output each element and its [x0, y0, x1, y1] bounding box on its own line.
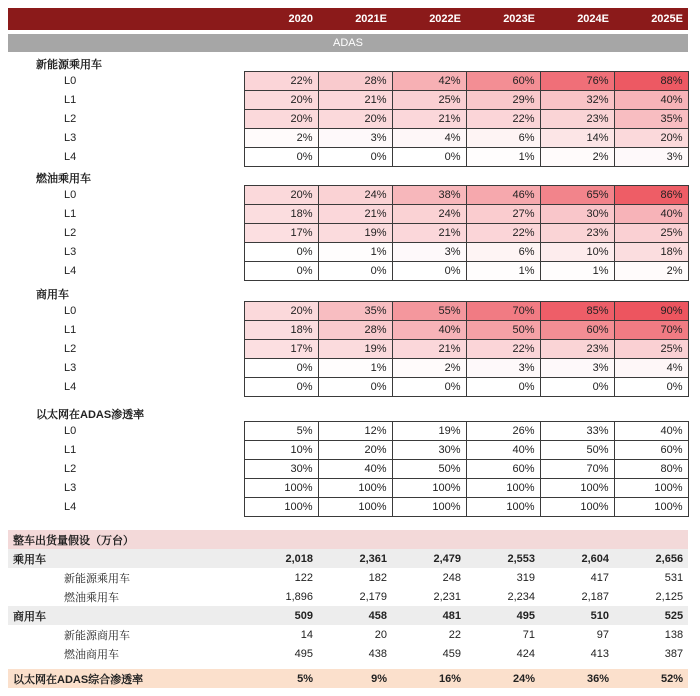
- header-blank: [8, 8, 244, 30]
- value-cell: 24%: [392, 205, 466, 224]
- value-cell: 80%: [614, 460, 688, 479]
- value-cell: 100%: [244, 498, 318, 517]
- table-row: [8, 72, 688, 91]
- value-cell: 40%: [614, 422, 688, 441]
- section-title: 商用车: [36, 289, 69, 301]
- row-label: L4: [8, 378, 244, 397]
- value-cell: 14: [300, 628, 313, 641]
- value-cell: 27%: [466, 205, 540, 224]
- penetration-table: [8, 185, 689, 281]
- value-cell: 28%: [318, 321, 392, 340]
- value-cell: 55%: [392, 302, 466, 321]
- table-row: [8, 91, 688, 110]
- row-label: L3: [8, 243, 244, 262]
- value-cell: 100%: [614, 498, 688, 517]
- value-cell: 60%: [466, 72, 540, 91]
- value-cell: 26%: [466, 422, 540, 441]
- value-cell: 22: [448, 628, 461, 641]
- row-label: 新能源商用车: [64, 629, 130, 642]
- value-cell: 35%: [318, 302, 392, 321]
- value-cell: 42%: [392, 72, 466, 91]
- value-cell: 2,231: [433, 590, 461, 603]
- value-cell: 0%: [466, 378, 540, 397]
- value-cell: 0%: [392, 378, 466, 397]
- value-cell: 5%: [244, 422, 318, 441]
- row-label: L3: [8, 359, 244, 378]
- value-cell: 25%: [614, 340, 688, 359]
- value-cell: 9%: [318, 669, 392, 688]
- row-label: L3: [8, 479, 244, 498]
- value-cell: 85%: [540, 302, 614, 321]
- row-label: L1: [8, 321, 244, 340]
- value-cell: 495: [294, 647, 313, 660]
- table-row: [8, 262, 688, 281]
- value-cell: 22%: [466, 110, 540, 129]
- value-cell: 19%: [318, 224, 392, 243]
- value-cell: 24%: [318, 186, 392, 205]
- shipment-table: [8, 530, 688, 688]
- row-label: L1: [8, 205, 244, 224]
- value-cell: 60%: [540, 321, 614, 340]
- value-cell: 60%: [466, 460, 540, 479]
- row-label: 商用车: [8, 606, 244, 625]
- value-cell: 2%: [244, 129, 318, 148]
- value-cell: 2,018: [244, 549, 318, 568]
- row-label: 燃油乘用车: [64, 591, 119, 604]
- value-cell: 1%: [466, 262, 540, 281]
- value-cell: 100%: [318, 498, 392, 517]
- row-label: L2: [8, 110, 244, 129]
- value-cell: 3%: [466, 359, 540, 378]
- value-cell: 5%: [244, 669, 318, 688]
- value-cell: 40%: [318, 460, 392, 479]
- value-cell: 387: [664, 647, 684, 660]
- value-cell: 100%: [466, 498, 540, 517]
- row-label: L1: [8, 441, 244, 460]
- row-label: L3: [8, 129, 244, 148]
- year-2022e: 2022E: [392, 8, 466, 30]
- value-cell: 46%: [466, 186, 540, 205]
- value-cell: 21%: [392, 224, 466, 243]
- value-cell: 100%: [392, 498, 466, 517]
- value-cell: 21%: [318, 91, 392, 110]
- value-cell: 0%: [244, 262, 318, 281]
- table-row: [8, 243, 688, 262]
- penetration-table: [8, 71, 689, 167]
- shipment-row: [8, 587, 688, 606]
- row-label: L4: [8, 498, 244, 517]
- value-cell: 1%: [318, 359, 392, 378]
- value-cell: 71: [522, 628, 535, 641]
- row-label: L4: [8, 262, 244, 281]
- table-row: [8, 129, 688, 148]
- value-cell: 3%: [318, 129, 392, 148]
- value-cell: 2,187: [581, 590, 609, 603]
- value-cell: 30%: [540, 205, 614, 224]
- value-cell: 20%: [318, 441, 392, 460]
- value-cell: 20: [374, 628, 387, 641]
- row-label: 乘用车: [8, 549, 244, 568]
- value-cell: 32%: [540, 91, 614, 110]
- value-cell: 40%: [614, 205, 688, 224]
- value-cell: 3%: [614, 148, 688, 167]
- shipment-title: 整车出货量假设（万台）: [8, 530, 688, 549]
- table-row: [8, 422, 688, 441]
- value-cell: 25%: [614, 224, 688, 243]
- value-cell: 1,896: [285, 590, 313, 603]
- row-label: 新能源乘用车: [64, 572, 130, 585]
- value-cell: 20%: [244, 186, 318, 205]
- value-cell: 3%: [540, 359, 614, 378]
- value-cell: 88%: [614, 72, 688, 91]
- value-cell: 20%: [244, 91, 318, 110]
- value-cell: 40%: [466, 441, 540, 460]
- value-cell: 76%: [540, 72, 614, 91]
- value-cell: 50%: [540, 441, 614, 460]
- value-cell: 29%: [466, 91, 540, 110]
- value-cell: 20%: [614, 129, 688, 148]
- value-cell: 2,604: [540, 549, 614, 568]
- table-row: [8, 359, 688, 378]
- row-label: L0: [8, 422, 244, 441]
- table-row: [8, 321, 688, 340]
- value-cell: 100%: [540, 479, 614, 498]
- value-cell: 23%: [540, 224, 614, 243]
- value-cell: 18%: [614, 243, 688, 262]
- value-cell: 0%: [392, 148, 466, 167]
- year-2025e: 2025E: [614, 8, 688, 30]
- value-cell: 21%: [318, 205, 392, 224]
- value-cell: 35%: [614, 110, 688, 129]
- value-cell: 21%: [392, 340, 466, 359]
- value-cell: 424: [516, 647, 535, 660]
- value-cell: 10%: [244, 441, 318, 460]
- value-cell: 12%: [318, 422, 392, 441]
- value-cell: 17%: [244, 224, 318, 243]
- row-label: L0: [8, 186, 244, 205]
- value-cell: 100%: [244, 479, 318, 498]
- value-cell: 40%: [614, 91, 688, 110]
- value-cell: 97: [596, 628, 609, 641]
- value-cell: 30%: [244, 460, 318, 479]
- value-cell: 2,234: [507, 590, 535, 603]
- value-cell: 2,553: [466, 549, 540, 568]
- value-cell: 438: [368, 647, 387, 660]
- value-cell: 138: [664, 628, 684, 641]
- value-cell: 2,361: [318, 549, 392, 568]
- row-label: L0: [8, 302, 244, 321]
- value-cell: 70%: [540, 460, 614, 479]
- value-cell: 4%: [614, 359, 688, 378]
- value-cell: 510: [540, 606, 614, 625]
- value-cell: 0%: [318, 148, 392, 167]
- table-row: [8, 441, 688, 460]
- table-row: [8, 205, 688, 224]
- shipment-row: [8, 625, 688, 644]
- value-cell: 23%: [540, 340, 614, 359]
- value-cell: 18%: [244, 321, 318, 340]
- value-cell: 0%: [244, 148, 318, 167]
- year-2023e: 2023E: [466, 8, 540, 30]
- row-label: L2: [8, 460, 244, 479]
- value-cell: 2%: [392, 359, 466, 378]
- value-cell: 2%: [614, 262, 688, 281]
- shipment-title-row: [8, 530, 688, 549]
- value-cell: 22%: [466, 340, 540, 359]
- value-cell: 182: [368, 571, 387, 584]
- value-cell: 100%: [392, 479, 466, 498]
- section-title: 以太网在ADAS渗透率: [36, 409, 145, 421]
- value-cell: 525: [614, 606, 688, 625]
- value-cell: 122: [294, 571, 313, 584]
- value-cell: 25%: [392, 91, 466, 110]
- value-cell: 2,125: [655, 590, 684, 603]
- value-cell: 2,656: [614, 549, 688, 568]
- value-cell: 52%: [614, 669, 688, 688]
- value-cell: 18%: [244, 205, 318, 224]
- section-title: 燃油乘用车: [36, 173, 91, 185]
- table-row: [8, 498, 688, 517]
- value-cell: 1%: [540, 262, 614, 281]
- table-row: [8, 460, 688, 479]
- value-cell: 2,479: [392, 549, 466, 568]
- value-cell: 1%: [466, 148, 540, 167]
- value-cell: 19%: [392, 422, 466, 441]
- value-cell: 0%: [614, 378, 688, 397]
- year-2020: 2020: [244, 8, 318, 30]
- value-cell: 16%: [392, 669, 466, 688]
- value-cell: 417: [590, 571, 609, 584]
- table-row: [8, 110, 688, 129]
- value-cell: 10%: [540, 243, 614, 262]
- value-cell: 0%: [244, 378, 318, 397]
- shipment-row: [8, 644, 688, 663]
- section-title: 新能源乘用车: [36, 59, 102, 71]
- value-cell: 0%: [540, 378, 614, 397]
- adas-bar: ADAS: [8, 34, 688, 52]
- value-cell: 90%: [614, 302, 688, 321]
- value-cell: 23%: [540, 110, 614, 129]
- value-cell: 14%: [540, 129, 614, 148]
- value-cell: 20%: [244, 110, 318, 129]
- row-label: L1: [8, 91, 244, 110]
- value-cell: 70%: [466, 302, 540, 321]
- row-label: L2: [8, 340, 244, 359]
- value-cell: 0%: [392, 262, 466, 281]
- table-row: [8, 186, 688, 205]
- table-row: [8, 378, 688, 397]
- value-cell: 0%: [244, 243, 318, 262]
- value-cell: 531: [664, 571, 684, 584]
- row-label: 燃油商用车: [64, 648, 119, 661]
- value-cell: 4%: [392, 129, 466, 148]
- row-label: 以太网在ADAS综合渗透率: [8, 669, 244, 688]
- value-cell: 50%: [466, 321, 540, 340]
- value-cell: 20%: [244, 302, 318, 321]
- value-cell: 20%: [318, 110, 392, 129]
- value-cell: 100%: [614, 479, 688, 498]
- value-cell: 17%: [244, 340, 318, 359]
- shipment-row: [8, 549, 688, 568]
- value-cell: 100%: [466, 479, 540, 498]
- value-cell: 0%: [318, 378, 392, 397]
- value-cell: 100%: [318, 479, 392, 498]
- value-cell: 86%: [614, 186, 688, 205]
- value-cell: 24%: [466, 669, 540, 688]
- value-cell: 481: [392, 606, 466, 625]
- penetration-table: [8, 301, 689, 397]
- value-cell: 33%: [540, 422, 614, 441]
- value-cell: 459: [442, 647, 461, 660]
- value-cell: 413: [590, 647, 609, 660]
- value-cell: 22%: [466, 224, 540, 243]
- value-cell: 6%: [466, 243, 540, 262]
- value-cell: 2%: [540, 148, 614, 167]
- table-row: [8, 340, 688, 359]
- value-cell: 40%: [392, 321, 466, 340]
- value-cell: 319: [516, 571, 535, 584]
- penetration-table: [8, 421, 689, 517]
- value-cell: 100%: [540, 498, 614, 517]
- value-cell: 50%: [392, 460, 466, 479]
- year-2021e: 2021E: [318, 8, 392, 30]
- value-cell: 3%: [392, 243, 466, 262]
- value-cell: 36%: [540, 669, 614, 688]
- value-cell: 22%: [244, 72, 318, 91]
- year-header: [8, 8, 688, 30]
- shipment-row: [8, 606, 688, 625]
- row-label: L0: [8, 72, 244, 91]
- shipment-row: [8, 568, 688, 587]
- row-label: L4: [8, 148, 244, 167]
- value-cell: 19%: [318, 340, 392, 359]
- table-row: [8, 148, 688, 167]
- value-cell: 509: [244, 606, 318, 625]
- shipment-row: [8, 669, 688, 688]
- value-cell: 248: [442, 571, 461, 584]
- value-cell: 65%: [540, 186, 614, 205]
- table-row: [8, 479, 688, 498]
- value-cell: 28%: [318, 72, 392, 91]
- value-cell: 0%: [318, 262, 392, 281]
- value-cell: 70%: [614, 321, 688, 340]
- table-row: [8, 224, 688, 243]
- value-cell: 1%: [318, 243, 392, 262]
- value-cell: 21%: [392, 110, 466, 129]
- row-label: L2: [8, 224, 244, 243]
- year-2024e: 2024E: [540, 8, 614, 30]
- value-cell: 6%: [466, 129, 540, 148]
- value-cell: 38%: [392, 186, 466, 205]
- value-cell: 2,179: [359, 590, 387, 603]
- table-row: [8, 302, 688, 321]
- value-cell: 458: [318, 606, 392, 625]
- value-cell: 0%: [244, 359, 318, 378]
- value-cell: 30%: [392, 441, 466, 460]
- value-cell: 60%: [614, 441, 688, 460]
- value-cell: 495: [466, 606, 540, 625]
